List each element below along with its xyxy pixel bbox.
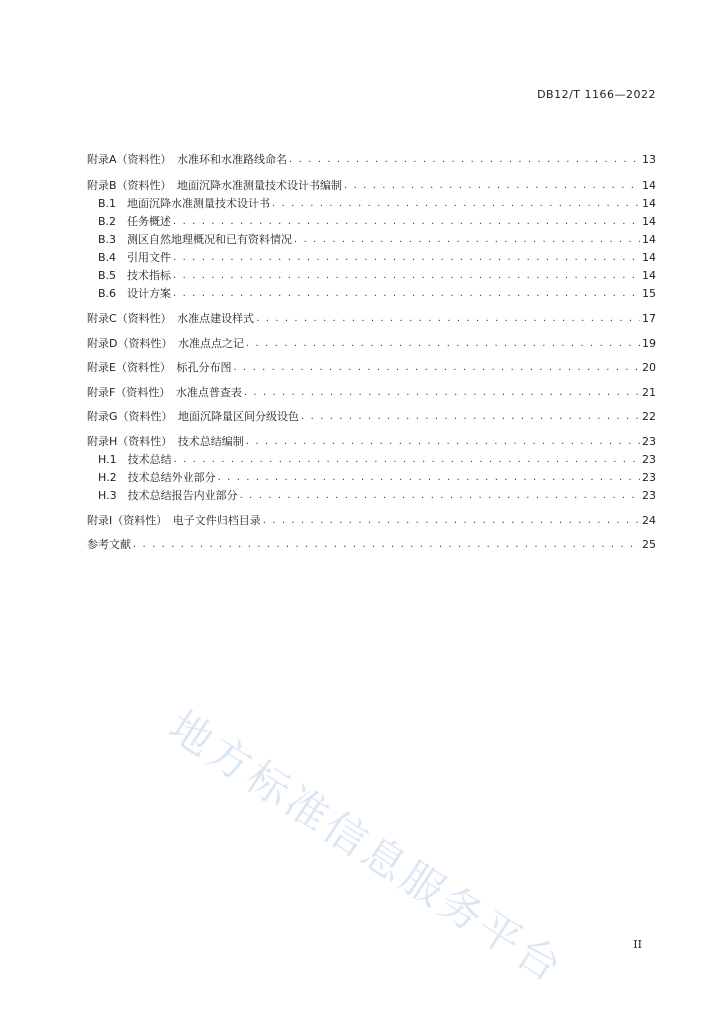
- toc-entry-label: H.2 技术总结外业部分: [98, 471, 216, 484]
- toc-entry-page: 14: [642, 269, 656, 282]
- toc-leader-dots: [246, 336, 640, 352]
- toc-leader-dots: [133, 537, 640, 553]
- toc-entry-b2[interactable]: [98, 214, 656, 230]
- toc-entry-appendix-b[interactable]: [87, 178, 656, 194]
- toc-entry-page: 14: [642, 215, 656, 228]
- toc-entry-page: 23: [642, 471, 656, 484]
- toc-entry-label: H.3 技术总结报告内业部分: [98, 489, 238, 502]
- toc-entry-label: 附录G（资料性） 地面沉降量区间分级设色: [87, 410, 300, 423]
- toc-entry-label: 参考文献: [87, 538, 131, 551]
- toc-leader-dots: [233, 360, 640, 376]
- toc-entry-page: 23: [642, 489, 656, 502]
- toc-entry-page: 14: [642, 179, 656, 192]
- toc-entry-appendix-a[interactable]: [87, 152, 656, 168]
- toc-leader-dots: [263, 513, 640, 529]
- toc-leader-dots: [256, 311, 640, 327]
- toc-entry-label: B.5 技术指标: [98, 269, 172, 282]
- toc-leader-dots: [218, 470, 640, 486]
- toc-entry-appendix-i[interactable]: [87, 513, 656, 529]
- toc-entry-page: 15: [642, 287, 656, 300]
- toc-entry-label: 附录D（资料性） 水准点点之记: [87, 337, 244, 350]
- toc-entry-page: 13: [642, 153, 656, 166]
- toc-leader-dots: [294, 232, 640, 248]
- toc-entry-b5[interactable]: [98, 268, 656, 284]
- toc-entry-appendix-e[interactable]: [87, 360, 656, 376]
- toc-entry-page: 14: [642, 233, 656, 246]
- toc-leader-dots: [272, 196, 640, 212]
- toc-leader-dots: [173, 268, 640, 284]
- toc-entry-label: B.6 设计方案: [98, 287, 172, 300]
- toc-entry-page: 20: [642, 361, 656, 374]
- toc-leader-dots: [301, 409, 640, 425]
- toc-entry-appendix-f[interactable]: [87, 385, 656, 401]
- toc-leader-dots: [173, 214, 640, 230]
- toc-entry-h1[interactable]: [98, 452, 656, 468]
- watermark: 地方标准信息服务平台: [160, 701, 573, 994]
- toc-entry-label: 附录C（资料性） 水准点建设样式: [87, 312, 255, 325]
- toc-entry-label: B.4 引用文件: [98, 251, 172, 264]
- toc-entry-page: 25: [642, 538, 656, 551]
- toc-leader-dots: [240, 488, 640, 504]
- toc-entry-page: 17: [642, 312, 656, 325]
- toc-entry-h2[interactable]: [98, 470, 656, 486]
- toc-entry-label: 附录E（资料性） 标孔分布图: [87, 361, 232, 374]
- toc-entry-appendix-c[interactable]: [87, 311, 656, 327]
- toc-entry-label: B.1 地面沉降水准测量技术设计书: [98, 197, 271, 210]
- toc-entry-b4[interactable]: [98, 250, 656, 266]
- toc-leader-dots: [244, 385, 640, 401]
- toc-leader-dots: [173, 250, 640, 266]
- toc-entry-h3[interactable]: [98, 488, 656, 504]
- toc-entry-b3[interactable]: [98, 232, 656, 248]
- toc-entry-appendix-h[interactable]: [87, 434, 656, 450]
- toc-entry-b6[interactable]: [98, 286, 656, 302]
- toc-entry-page: 24: [642, 514, 656, 527]
- toc-entry-page: 19: [642, 337, 656, 350]
- toc-entry-label: H.1 技术总结: [98, 453, 172, 466]
- page-number: II: [633, 938, 642, 951]
- toc-entry-label: B.2 任务概述: [98, 215, 172, 228]
- toc-entry-page: 14: [642, 197, 656, 210]
- toc-leader-dots: [289, 152, 640, 168]
- toc-entry-page: 23: [642, 435, 656, 448]
- document-code: DB12/T 1166—2022: [537, 88, 656, 101]
- toc-entry-page: 14: [642, 251, 656, 264]
- toc-entry-label: 附录A（资料性） 水准环和水准路线命名: [87, 153, 288, 166]
- toc-entry-label: 附录B（资料性） 地面沉降水准测量技术设计书编制: [87, 179, 343, 192]
- toc-entry-label: 附录I（资料性） 电子文件归档目录: [87, 514, 261, 527]
- toc-entry-page: 21: [642, 386, 656, 399]
- toc-entry-appendix-d[interactable]: [87, 336, 656, 352]
- toc-leader-dots: [173, 286, 640, 302]
- toc-entry-label: 附录F（资料性） 水准点普查表: [87, 386, 242, 399]
- toc-leader-dots: [246, 434, 640, 450]
- toc-leader-dots: [174, 452, 640, 468]
- toc-leader-dots: [344, 178, 640, 194]
- toc-entry-label: B.3 测区自然地理概况和已有资料情况: [98, 233, 293, 246]
- toc-entry-appendix-g[interactable]: [87, 409, 656, 425]
- toc-entry-b1[interactable]: [98, 196, 656, 212]
- toc-entry-page: 23: [642, 453, 656, 466]
- toc-entry-references[interactable]: [87, 537, 656, 553]
- toc-entry-label: 附录H（资料性） 技术总结编制: [87, 435, 244, 448]
- toc-entry-page: 22: [642, 410, 656, 423]
